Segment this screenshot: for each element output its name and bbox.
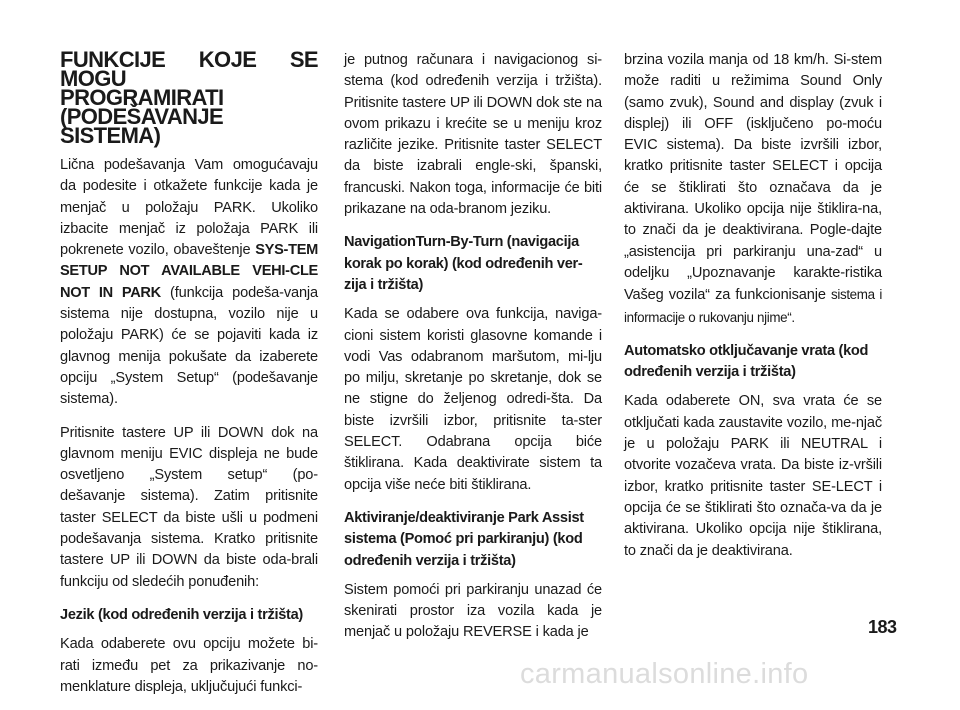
watermark: carmanualsonline.info [520, 658, 809, 690]
paragraph-intro [60, 155, 318, 411]
section-title-line-2: PROGRAMIRATI [60, 85, 224, 110]
paragraph-turn-by-turn: Kada se odabere ova funkcija, naviga-cioni sistem koristi glasovne komande i vodi Vas odabranom maršutom, mi-lju po milju, skretanje po skretanje, dok se ne stigne do željenog odredi-šta. Da biste izvršili izbor, pritisnite ta-ster SELECT. Odabrana opcija biće štiklirana. Kada deaktivirate sistem ta opcija više neće biti štiklirana. [344, 306, 602, 493]
paragraph-park-assist-cont [624, 50, 882, 329]
heading-language: Jezik (kod određenih verzija i tržišta) [60, 606, 303, 623]
paragraph-park-assist-cont-main: brzina vozila manja od 18 km/h. Si-stem može raditi u režimima Sound Only (samo zvuk), Sound and display (zvuk i displej) ili OFF (isključeno po-moću EVIC sistema). Da biste izvršili izbor, kratko pritisnite taster SELECT i opcija će se štiklirati što označava da je aktivirana. Ukoliko opcija nije štiklira-na, to znači da je deaktivirana. Pogle-dajte „asistencija pri parkiranju una-zad“ u odeljku „Upoznavanje karakte-ristika Vašeg vozila“ za funkcionisanje [624, 52, 882, 304]
heading-turn-by-turn: NavigationTurn-By-Turn (navigacija korak po korak) (kod određenih ver-zija i tržišta) [344, 234, 583, 293]
column-1 [60, 47, 318, 710]
paragraph-intro-end: (funkcija podeša-vanja sistema nije dostupna, vozilo nije u položaju PARK) će se pojaviti kada iz glavnog menija pokušate da izaberete opciju „System Setup“ (podešavanje sistema). [60, 284, 318, 408]
paragraph-language-cont: je putnog računara i navigacionog si-stema (kod određenih verzija i tržišta). Pritisnite tastere UP ili DOWN dok ste na ovom prikazu i krećite se u meniju kroz različite jezike. Pritisnite taster SELECT da biste izabrali engle-ski, španski, francuski. Nakon toga, informacije će biti prikazane na oda-branom jeziku. [344, 52, 602, 218]
section-title-line-1: FUNKCIJE KOJE SE MOGU [60, 47, 318, 91]
heading-auto-unlock: Automatsko otključavanje vrata (kod određenih verzija i tržišta) [624, 342, 869, 381]
paragraph-navigation: Pritisnite tastere UP ili DOWN dok na glavnom meniju EVIC displeja ne bude osvetljeno „System setup“ (po-dešavanje sistema). Zatim pritisnite taster SELECT da biste ušli u podmeni podešavanja sistema. Kratko pritisnite tastere UP ili DOWN da biste oda-brali funkciju od sledećih ponuđenih: [60, 424, 318, 590]
column-3 [624, 50, 882, 574]
paragraph-park-assist: Sistem pomoći pri parkiranju unazad će skenirati prostor iza vozila kada je menjač u položaju REVERSE i kada je [344, 581, 602, 641]
paragraph-intro-start: Lična podešavanja Vam omogućavaju da podesite i otkažete funkcije kada je menjač u položaju PARK. Ukoliko izbacite menjač iz položaja PARK ili pokrenete vozilo, obaveštenje [60, 157, 318, 259]
system-setup-warning: SYS-TEM SETUP NOT AVAILABLE VEHI-CLE NOT IN PARK [60, 242, 318, 301]
section-title [60, 47, 318, 148]
page-number: 183 [868, 617, 897, 637]
paragraph-park-assist-cont-tail: sistema i informacije o rukovanju njime“. [624, 287, 882, 325]
paragraph-language: Kada odaberete ovu opciju možete bi-rati između pet za prikazivanje no-menklature displeja, uključujući funkci- [60, 636, 318, 695]
column-2 [344, 50, 602, 656]
paragraph-auto-unlock: Kada odaberete ON, sva vrata će se otključati kada zaustavite vozilo, me-njač je u položaju PARK ili NEUTRAL i otvorite vozačeva vrata. Da biste iz-vršili izbor, kratko pritisnite taster SE-LECT i opcija će se štiklirati što označa-va da je aktivirana. Ukoliko opcija nije štiklirana, to znači da je deaktivirana. [624, 393, 882, 559]
heading-park-assist: Aktiviranje/deaktiviranje Park Assist sistema (Pomoć pri parkiranju) (kod određenih verzija i tržišta) [344, 509, 584, 569]
section-title-line-3: (PODEŠAVANJE SISTEMA) [60, 104, 224, 148]
